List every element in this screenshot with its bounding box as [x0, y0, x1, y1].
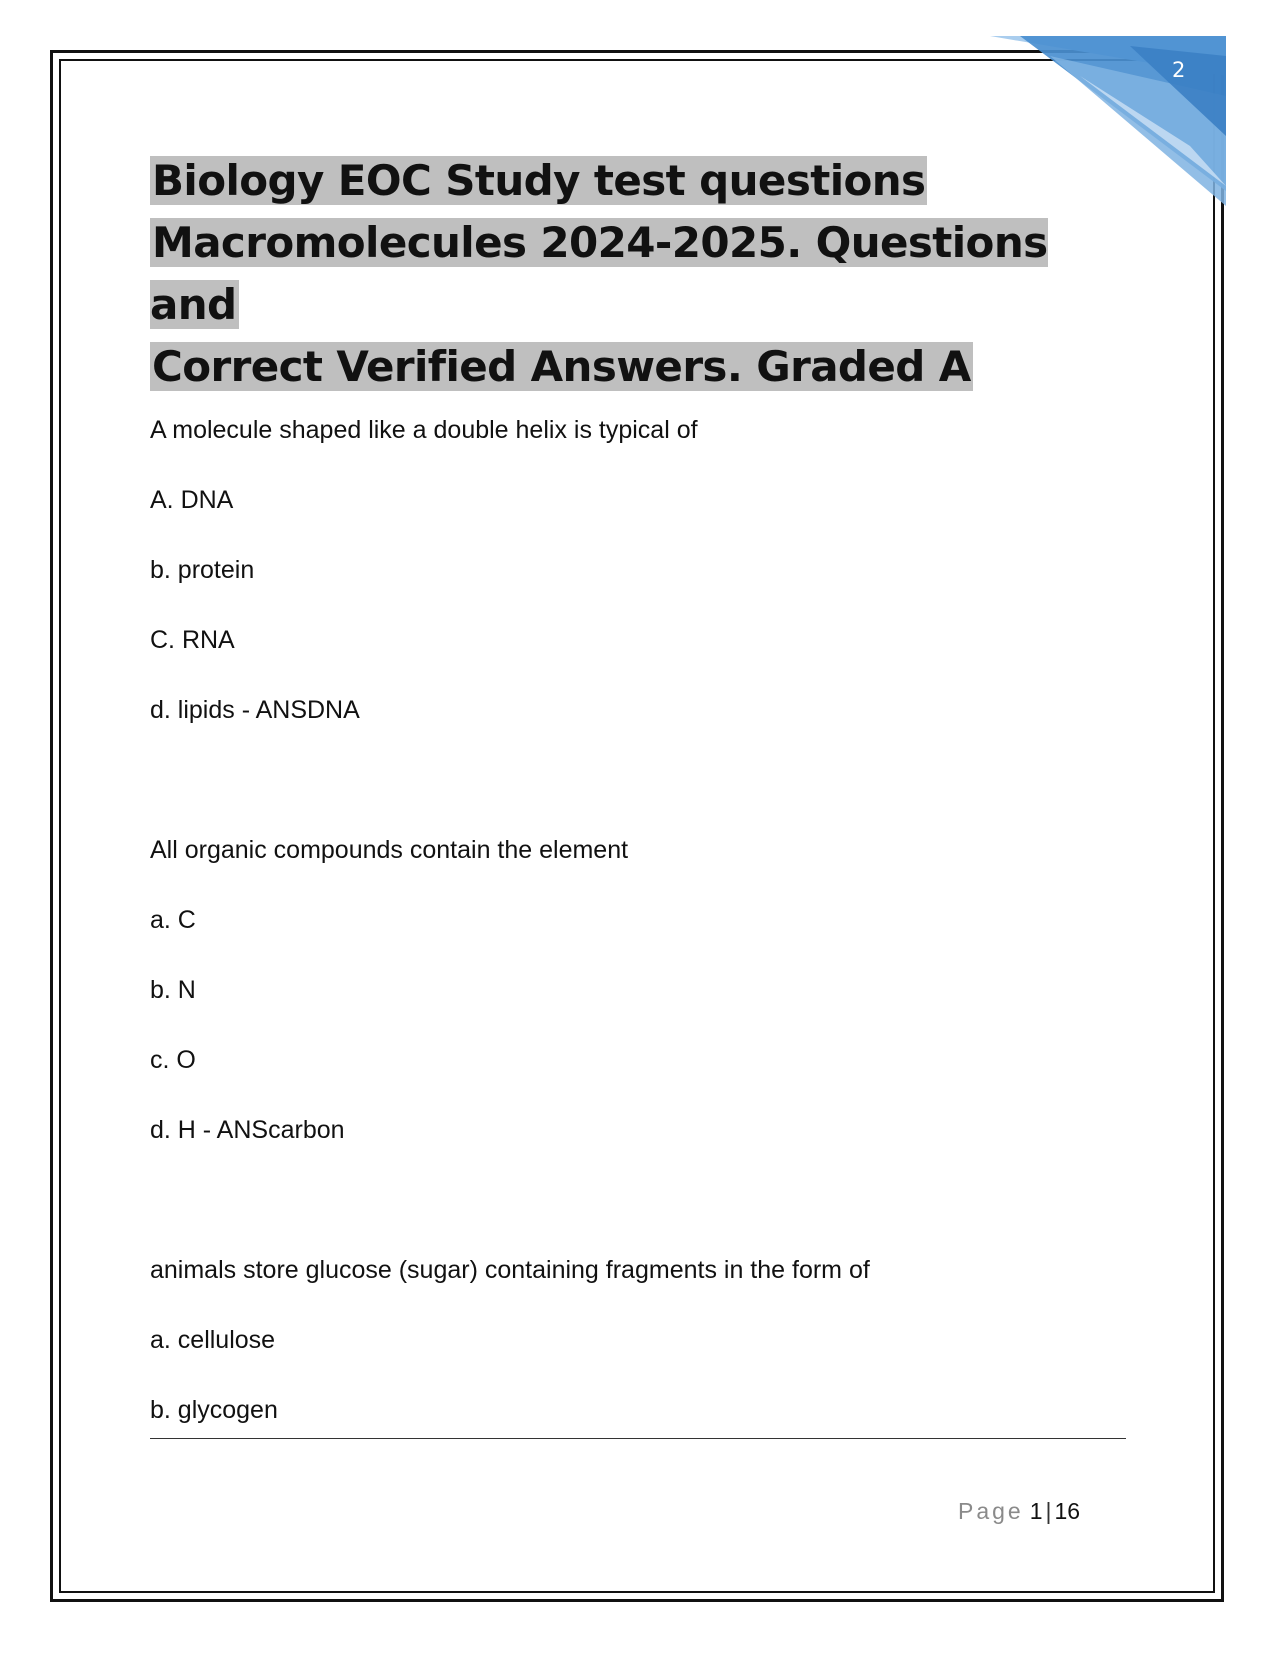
page-footer — [958, 1498, 1080, 1525]
question-prompt: animals store glucose (sugar) containing fragments in the form of — [150, 1256, 870, 1284]
answer-option: a. cellulose — [150, 1326, 276, 1354]
answer-option: d. lipids - ANSDNA — [150, 696, 360, 724]
question-prompt: A molecule shaped like a double helix is typical of — [150, 416, 698, 444]
answer-option: d. H - ANScarbon — [150, 1116, 345, 1144]
answer-option: b. N — [150, 976, 196, 1004]
answer-option: C. RNA — [150, 626, 235, 654]
title-line-2: Macromolecules 2024-2025. Questions and — [150, 218, 1048, 329]
title-line-1: Biology EOC Study test questions — [152, 156, 926, 205]
answer-option: c. O — [150, 1046, 196, 1074]
answer-option: b. glycogen — [150, 1396, 278, 1424]
question-list — [150, 415, 1130, 1465]
page-label: Page — [958, 1498, 1024, 1524]
footer-rule — [150, 1438, 1126, 1439]
question-2 — [150, 835, 1130, 1185]
answer-option: b. protein — [150, 556, 255, 584]
title-line-3: Correct Verified Answers. Graded A — [152, 342, 971, 391]
corner-page-number: 2 — [1172, 58, 1186, 82]
current-page: 1 — [1029, 1498, 1043, 1524]
document-title — [150, 150, 1110, 398]
page-separator: | — [1045, 1498, 1052, 1524]
total-pages: 16 — [1054, 1498, 1081, 1524]
question-prompt: All organic compounds contain the element — [150, 836, 629, 864]
question-1 — [150, 415, 1130, 765]
answer-option: a. C — [150, 906, 196, 934]
answer-option: A. DNA — [150, 486, 234, 514]
question-3 — [150, 1255, 1130, 1465]
